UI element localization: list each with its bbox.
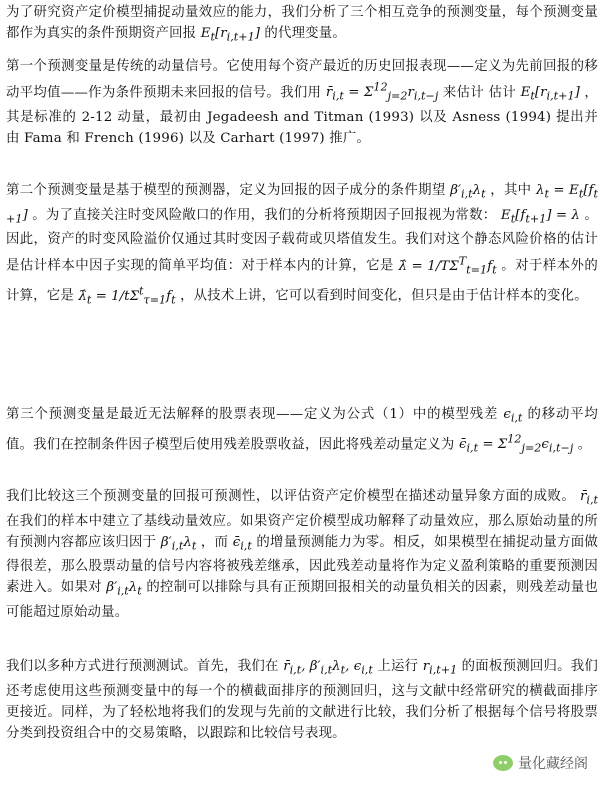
formula: $\epsilon̄_{i,t} = \Sigma^{12}_{j=2}\epsilon_{i,t-j}$ [458, 432, 574, 455]
formula: $\epsilon_{i,t}$ [503, 407, 523, 425]
text: 第一个预测变量是传统的动量信号。它使用每个资产最近的历史回报表现——定义为先前回报的移动平均值——作为条件预期未来回报的信号。我们用 [6, 59, 598, 101]
watermark [489, 751, 592, 775]
paragraph-residual-momentum [6, 404, 598, 459]
text: 。因此，资产的时变风险溢价仅通过其时变因子载荷或贝塔值发生。我们对这个静态风险价格的估计是估计样本中因子实现的简单平均值：对于样本内的计算，它是 [6, 207, 598, 274]
formula: $r_{i,t+1}$ [422, 659, 458, 677]
text: ，从技术上讲，它可以看到时间变化，但只是由于估计样本的变化。 [180, 288, 588, 304]
formula: $E_t[f_{t+1}] = \lambda$ [500, 207, 580, 226]
wechat-icon [493, 755, 513, 771]
formula: $\beta'_{i,t}\lambda_t$ [160, 534, 197, 553]
formula: $\beta'_{i,t}\lambda_t$ [450, 183, 486, 201]
formula: $r̄_{i,t}$, $\beta'_{i,t}\lambda_t$, $\epsilon_{i,t}$ [283, 659, 373, 677]
text: 的移动平均值。我们在控制条件因子模型后使用残差股票收益，因此将残差动量定义为 [6, 407, 598, 453]
watermark-text: 量化藏经阁 [518, 756, 588, 772]
formula: $\epsilon̄_{i,t}$ [232, 534, 252, 553]
paragraph-intro [6, 2, 598, 48]
text: 的控制可以排除与具有正预期回报相关的动量负相关的因素，则残差动量也可能超过原始动量。 [6, 580, 598, 621]
paragraph-model-predictor [6, 180, 598, 311]
text: ，其是标准的 2-12 动量，最初由 Jegadeesh and Titman (1993) 以及 Asness (1994) 提出并由 Fama 和 French (1996) 以及 Carhart (1997) 推广。 [6, 85, 599, 147]
text: 第三个预测变量是最近无法解释的股票表现——定义为公式（1）中的模型残差 [6, 407, 499, 422]
text: 的代理变量。 [264, 26, 346, 41]
text: 来估计 估计 [442, 85, 517, 101]
text: ，而 [200, 534, 229, 550]
formula: $r̄_{i,t} = \Sigma^{12}_{j=2}r_{i,t-j}$ [325, 81, 439, 104]
formula: $\lambdâ_t = 1/t\Sigma^t_{\tau=1}f_t$ [78, 284, 176, 307]
paragraph-comparison [6, 486, 598, 623]
text: 。 [577, 437, 592, 453]
paragraph-momentum-signal [6, 56, 598, 149]
text: 我们比较这三个预测变量的回报可预测性，以评估资产定价模型在描述动量异象方面的成败。 [6, 489, 576, 504]
text: 的增量预测能力为零。相反，如果模型在捕捉动量方面做得很差，那么股票动量的信号内容将被残差继承，因此残差动量将作为定义盈利策略的重要预测因素进入。如果对 [6, 534, 599, 596]
formula: $r̄_{i,t}$ [579, 489, 598, 507]
text: 在我们的样本中建立了基线动量效应。如果资产定价模型成功解释了动量效应，那么原始动量的所有预测内容都应该归因于 [6, 513, 598, 550]
text: 的面板预测回归。我们还考虑使用这些预测变量中的每一个的横截面排序的预测回归，这与文献中经常研究的横截面排序更接近。同样，为了轻松地将我们的发现与先前的文献进行比较，我们分析了根据每个信号将股票分类到投资组合中的交易策略，以跟踪和比较信号表现。 [6, 659, 598, 741]
paragraph-testing [6, 656, 598, 744]
text: ，其中 [490, 183, 532, 198]
text: 我们以多种方式进行预测测试。首先，我们在 [6, 659, 279, 674]
formula: λ̂ = $1/T\Sigma^T_{t=1}f_t$ [398, 254, 497, 277]
formula: $E_t[r_{i,t+1}]$ [520, 85, 580, 104]
text: 为了研究资产定价模型捕捉动量效应的能力，我们分析了三个相互竞争的预测变量，每个预测变量都作为真实的条件预期资产回报 [6, 5, 598, 41]
text: 第二个预测变量是基于模型的预测器，定义为回报的因子成分的条件期望 [6, 183, 446, 198]
formula: $\lambda_t = E_t[f_{t+1}]$ [6, 183, 598, 226]
text: 。对于样本外的计算，它是 [6, 258, 598, 304]
text: 上运行 [377, 659, 419, 674]
formula: $E_t[r_{i,t+1}]$ [200, 26, 260, 44]
formula: $\beta'_{i,t}\lambda_t$ [106, 580, 142, 599]
text: 。为了直接关注时变风险敞口的作用，我们的分析将预期因子回报视为常数： [32, 207, 497, 223]
